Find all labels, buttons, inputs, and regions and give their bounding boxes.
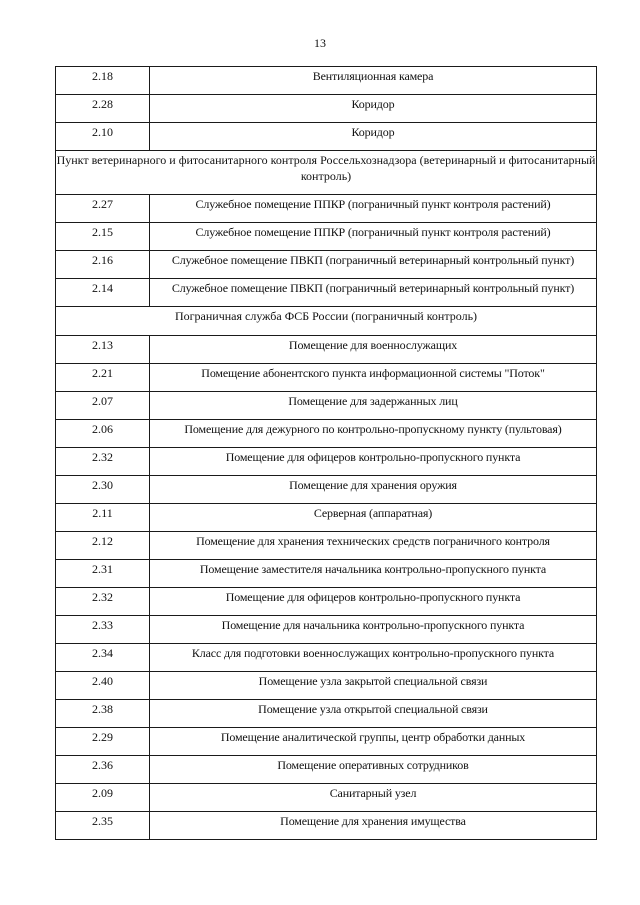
table-row <box>56 95 597 123</box>
room-number: 2.29 <box>56 728 150 756</box>
room-number: 2.10 <box>56 123 150 151</box>
room-number: 2.06 <box>56 420 150 448</box>
room-name: Серверная (аппаратная) <box>150 504 597 532</box>
room-name: Помещение абонентского пункта информационной системы "Поток" <box>150 364 597 392</box>
room-name: Помещение для задержанных лиц <box>150 392 597 420</box>
table-row <box>56 728 597 756</box>
room-name: Помещение заместителя начальника контрольно-пропускного пункта <box>150 560 597 588</box>
table-row <box>56 364 597 392</box>
room-name: Помещение для офицеров контрольно-пропускного пункта <box>150 588 597 616</box>
table-row <box>56 560 597 588</box>
room-number: 2.40 <box>56 672 150 700</box>
room-name: Коридор <box>150 95 597 123</box>
room-number: 2.27 <box>56 195 150 223</box>
room-name: Помещение для хранения технических средств пограничного контроля <box>150 532 597 560</box>
table-row <box>56 336 597 364</box>
room-number: 2.16 <box>56 251 150 279</box>
section-title: Пограничная служба ФСБ России (пограничный контроль) <box>56 307 597 336</box>
room-name: Служебное помещение ППКР (пограничный пункт контроля растений) <box>150 195 597 223</box>
table-row <box>56 784 597 812</box>
room-number: 2.13 <box>56 336 150 364</box>
table-row <box>56 756 597 784</box>
table-row <box>56 700 597 728</box>
room-name: Служебное помещение ПВКП (пограничный ветеринарный контрольный пункт) <box>150 279 597 307</box>
table-row <box>56 279 597 307</box>
room-number: 2.33 <box>56 616 150 644</box>
room-name: Помещение узла открытой специальной связи <box>150 700 597 728</box>
table-row <box>56 532 597 560</box>
table-row <box>56 616 597 644</box>
room-number: 2.34 <box>56 644 150 672</box>
table-row <box>56 588 597 616</box>
room-name: Помещение для офицеров контрольно-пропускного пункта <box>150 448 597 476</box>
room-number: 2.36 <box>56 756 150 784</box>
room-number: 2.15 <box>56 223 150 251</box>
room-name: Помещение для начальника контрольно-пропускного пункта <box>150 616 597 644</box>
table-row <box>56 251 597 279</box>
table-row <box>56 504 597 532</box>
table-row <box>56 476 597 504</box>
table-row <box>56 223 597 251</box>
table-row <box>56 448 597 476</box>
room-number: 2.07 <box>56 392 150 420</box>
room-name: Помещение узла закрытой специальной связи <box>150 672 597 700</box>
section-row <box>56 151 597 195</box>
room-number: 2.31 <box>56 560 150 588</box>
room-number: 2.09 <box>56 784 150 812</box>
room-number: 2.32 <box>56 588 150 616</box>
table-row <box>56 644 597 672</box>
table-row <box>56 420 597 448</box>
page-number: 13 <box>314 36 326 50</box>
section-row <box>56 307 597 336</box>
room-number: 2.28 <box>56 95 150 123</box>
room-number: 2.18 <box>56 67 150 95</box>
room-name: Помещение для военнослужащих <box>150 336 597 364</box>
room-name: Помещение аналитической группы, центр обработки данных <box>150 728 597 756</box>
table-row <box>56 812 597 840</box>
section-title: Пункт ветеринарного и фитосанитарного контроля Россельхознадзора (ветеринарный и фитосанитарный контроль) <box>56 151 597 195</box>
room-name: Класс для подготовки военнослужащих контрольно-пропускного пункта <box>150 644 597 672</box>
room-name: Помещение для дежурного по контрольно-пропускному пункту (пультовая) <box>150 420 597 448</box>
room-number: 2.11 <box>56 504 150 532</box>
room-name: Коридор <box>150 123 597 151</box>
room-number: 2.38 <box>56 700 150 728</box>
room-number: 2.35 <box>56 812 150 840</box>
room-number: 2.14 <box>56 279 150 307</box>
room-number: 2.21 <box>56 364 150 392</box>
room-name: Помещение оперативных сотрудников <box>150 756 597 784</box>
room-number: 2.30 <box>56 476 150 504</box>
room-number: 2.12 <box>56 532 150 560</box>
room-name: Помещение для хранения имущества <box>150 812 597 840</box>
table-row <box>56 672 597 700</box>
rooms-table <box>55 66 597 840</box>
room-name: Служебное помещение ППКР (пограничный пункт контроля растений) <box>150 223 597 251</box>
table-row <box>56 392 597 420</box>
room-name: Служебное помещение ПВКП (пограничный ветеринарный контрольный пункт) <box>150 251 597 279</box>
table-row <box>56 195 597 223</box>
room-number: 2.32 <box>56 448 150 476</box>
table-row <box>56 123 597 151</box>
room-name: Вентиляционная камера <box>150 67 597 95</box>
room-name: Помещение для хранения оружия <box>150 476 597 504</box>
room-name: Санитарный узел <box>150 784 597 812</box>
table-row <box>56 67 597 95</box>
